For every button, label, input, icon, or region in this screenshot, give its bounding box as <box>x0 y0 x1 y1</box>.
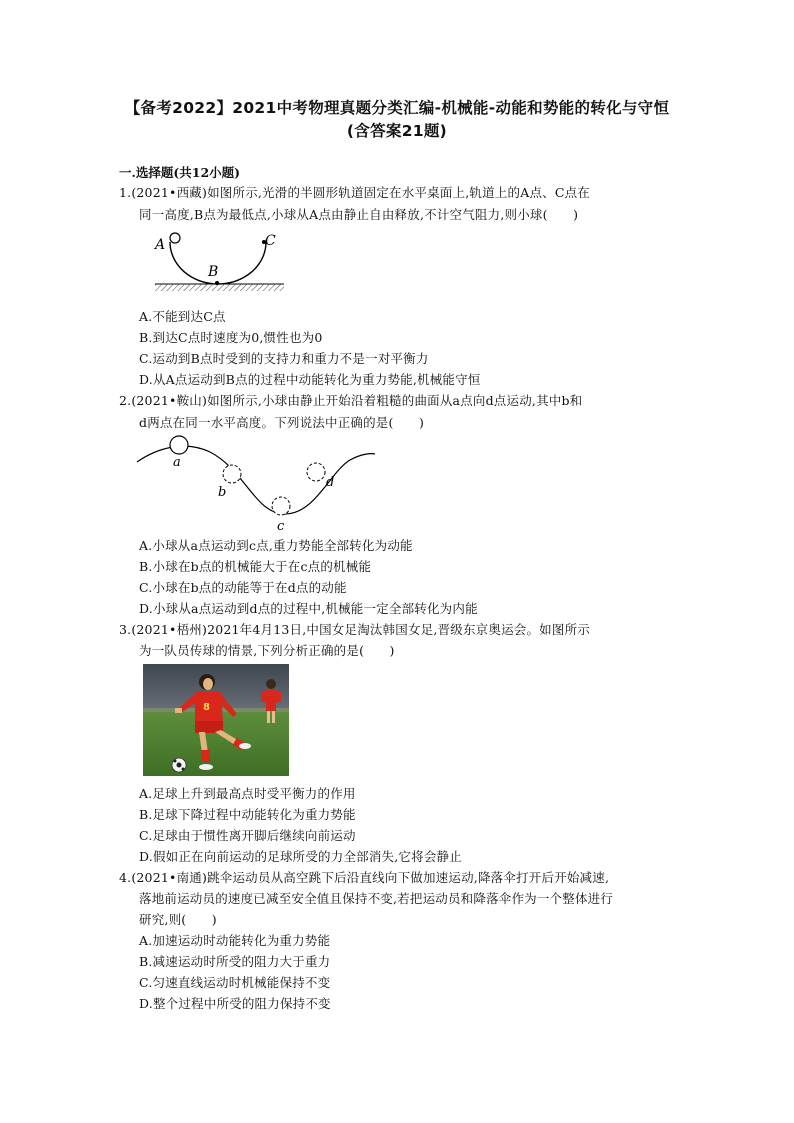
q4-stem-line2: 落地前运动员的速度已减至安全值且保持不变,若把运动员和降落伞作为一个整体进行 <box>139 891 614 906</box>
q4-option-a: A.加速运动时动能转化为重力势能 <box>139 933 331 948</box>
q4-option-b: B.减速运动时所受的阻力大于重力 <box>139 954 331 969</box>
q4-option-c: C.匀速直线运动时机械能保持不变 <box>139 975 331 990</box>
q4-option-d: D.整个过程中所受的阻力保持不变 <box>139 996 331 1011</box>
football <box>172 758 186 772</box>
section-heading: 一.选择题(共12小题) <box>119 165 241 180</box>
q3-option-a: A.足球上升到最高点时受平衡力的作用 <box>139 786 356 801</box>
q1-option-c: C.运动到B点时受到的支持力和重力不是一对平衡力 <box>139 351 429 366</box>
q2-ball-b <box>223 465 241 483</box>
q2-ball-d <box>307 463 325 481</box>
q1-stem-line2: 同一高度,B点为最低点,小球从A点由静止自由释放,不计空气阻力,则小球( ) <box>139 207 579 222</box>
q2-option-c: C.小球在b点的动能等于在d点的动能 <box>139 580 347 595</box>
q2-ball-c <box>272 497 290 515</box>
q2-label-a: a <box>173 455 181 470</box>
q1-semicircle-track-figure <box>150 228 290 296</box>
q1-ball <box>170 233 180 243</box>
q4-stem-line3: 研究,则( ) <box>139 912 217 927</box>
q2-option-a: A.小球从a点运动到c点,重力势能全部转化为动能 <box>139 538 413 553</box>
q4-stem-line1: 4.(2021•南通)跳伞运动员从高空跳下后沿直线向下做加速运动,降落伞打开后开始减速, <box>119 870 610 885</box>
jersey-number: 8 <box>203 702 210 713</box>
q2-stem-line2: d两点在同一水平高度。下列说法中正确的是( ) <box>139 415 425 430</box>
q3-option-d: D.假如正在向前运动的足球所受的力全部消失,它将会静止 <box>139 849 462 864</box>
q2-option-b: B.小球在b点的机械能大于在c点的机械能 <box>139 559 372 574</box>
q3-stem-line2: 为一队员传球的情景,下列分析正确的是( ) <box>139 643 395 658</box>
q2-stem-line1: 2.(2021•鞍山)如图所示,小球由静止开始沿着粗糙的曲面从a点向d点运动,其中b和 <box>119 393 583 408</box>
q1-label-b: B <box>208 264 219 280</box>
document-subtitle: (含答案21题) <box>346 122 448 140</box>
q2-label-b: b <box>218 485 227 500</box>
q2-label-c: c <box>277 519 285 534</box>
q3-stem-line1: 3.(2021•梧州)2021年4月13日,中国女足淘汰韩国女足,晋级东京奥运会。如图所示 <box>119 622 590 637</box>
q3-option-c: C.足球由于惯性离开脚后继续向前运动 <box>139 828 356 843</box>
q1-option-d: D.从A点运动到B点的过程中动能转化为重力势能,机械能守恒 <box>139 372 481 387</box>
q3-football-photo <box>143 664 289 776</box>
document-title: 【备考2022】2021中考物理真题分类汇编-机械能-动能和势能的转化与守恒 <box>124 99 670 117</box>
q2-ball-a <box>170 436 188 454</box>
q2-option-d: D.小球从a点运动到d点的过程中,机械能一定全部转化为内能 <box>139 601 478 616</box>
q1-option-b: B.到达C点时速度为0,惯性也为0 <box>139 330 323 345</box>
q2-label-d: d <box>326 475 335 490</box>
q3-option-b: B.足球下降过程中动能转化为重力势能 <box>139 807 356 822</box>
q1-option-a: A.不能到达C点 <box>139 309 226 324</box>
q2-curved-surface-figure <box>135 432 380 534</box>
q1-stem-line1: 1.(2021•西藏)如图所示,光滑的半圆形轨道固定在水平桌面上,轨道上的A点、C点在 <box>119 185 591 200</box>
q1-label-a: A <box>155 237 166 253</box>
q1-label-c: C <box>265 233 276 249</box>
